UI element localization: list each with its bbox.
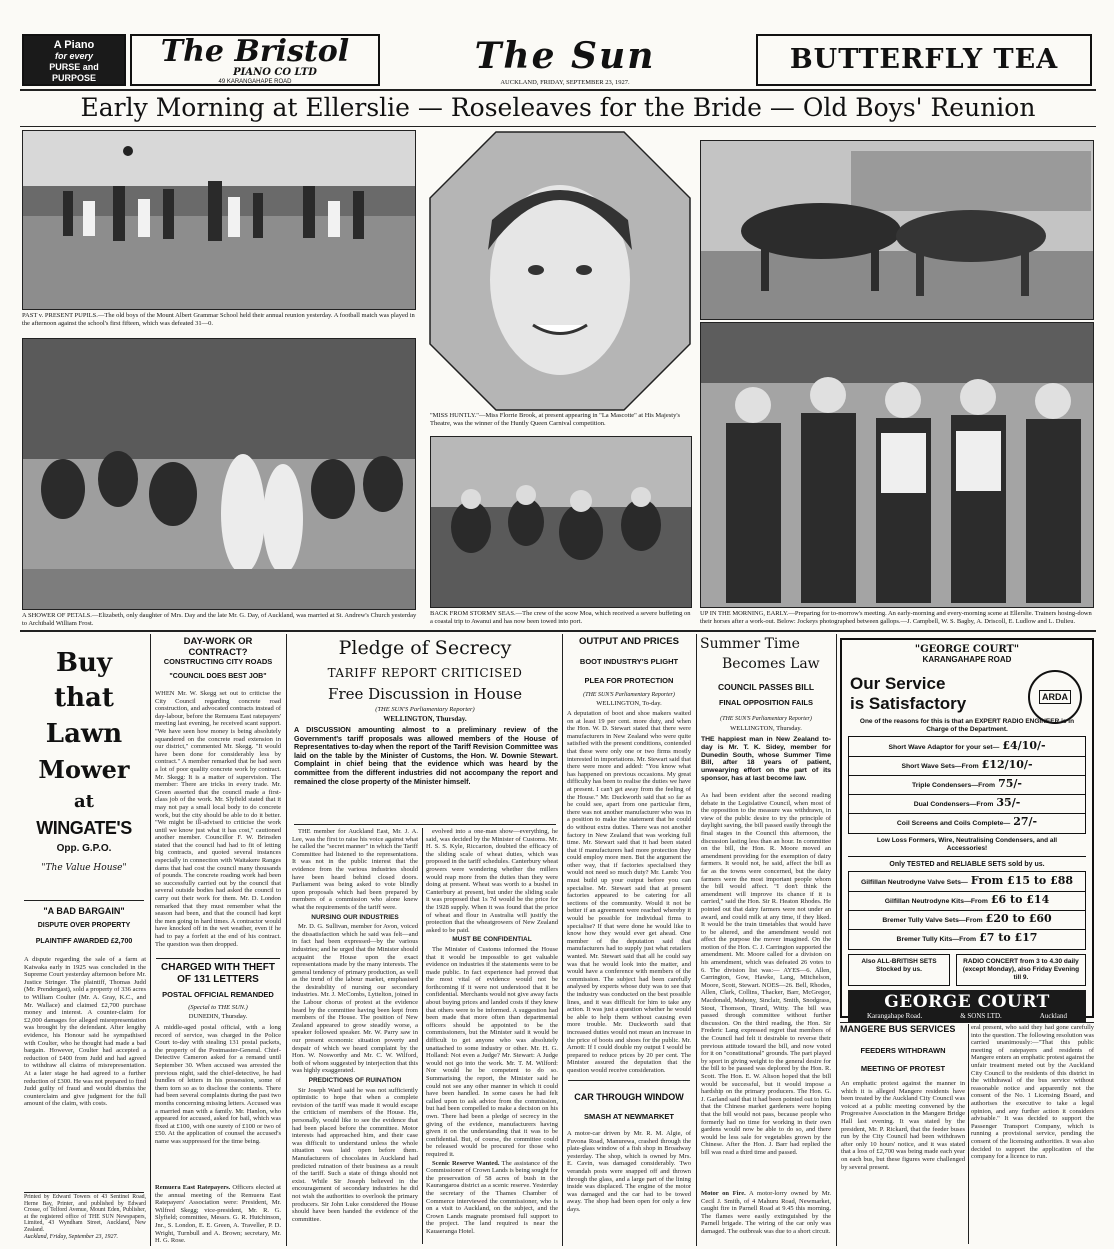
george-court-head2: KARANGAHAPE ROAD xyxy=(922,655,1012,664)
gc-valve-row xyxy=(849,911,1085,930)
bad-bargain-body: A dispute regarding the sale of a farm at Kaiwaka early in 1925 was concluded in the Supreme Court yesterday afternoon before Mr. Justice Stringer. The plaintiff, Thomas Judd (Mr. Prendergast), sold a property of 336 acres to William Coulter (Mr. A. Gray, K.C., and Mr. Wallace) and claimed £2,700 purchase money and interest. A counter-claim for £2,000 damages for alleged misrepresentation was brought by the defendant. After lengthy evidence, his Honour said he sympathised with Coulter, who he thought had made a bad bargain. However, Coulter had accepted a reduction of £400 from Judd and had agreed to withdraw all claims of misrepresentation. At a later stage he had agreed to a further reduction of £300. He was not prepared to find Judd guilty of fraud and would dismiss the counterclaim and give judgment for the full amount of the claim, with costs. xyxy=(24,956,146,1108)
scenic-head: Scenic Reserve Wanted. xyxy=(432,1159,500,1167)
pledge-col2 xyxy=(426,828,558,1244)
gc-item-row xyxy=(849,738,1085,757)
photo-football-match xyxy=(22,130,416,310)
horses-hosing-illustration xyxy=(701,141,1094,320)
wedding-crowd-illustration xyxy=(23,339,416,610)
photo-miss-huntly xyxy=(428,130,692,412)
wingates-rule xyxy=(24,900,144,901)
wingates-line-that: that xyxy=(54,683,114,713)
mangere-sub1: FEEDERS WITHDRAWN xyxy=(860,1046,946,1055)
pledge-col1-text: THE member for Auckland East, Mr. J. A. Lee, was the first to raise his voice against what he called the "secret manner" in which the Tariff Committee had listened to the representations. It was not in the public interest that the evidence from the various industries should have been heard behind closed doors. Parliament was being asked to vote blindly upon proposals which had been prepared by members of a commission who alone knew what the requirements of the tariff were. xyxy=(292,828,418,911)
bad-bargain-sub2: PLAINTIFF AWARDED £2,700 xyxy=(35,938,133,945)
photo-jockeys xyxy=(700,322,1094,608)
imprint: Printed by Edward Towers of 43 Sentinel Road, Herne Bay, Printer, and published by Edward Crosse, of Telford Avenue, Mount Eden, Publisher, at the registered office of THE SUN Newspapers, Limited, 43 Wyndham Street, Auckland, New Zealand. xyxy=(24,1194,146,1232)
gc-valve-label: Gilfillan Neutrodyne Kits—From xyxy=(884,898,988,905)
football-players-illustration xyxy=(23,131,416,310)
paper-title xyxy=(420,34,710,78)
george-court-reason: One of the reasons for this is that an EXPERT RADIO ENGINEER is in Charge of the Department. xyxy=(859,718,1075,733)
gc-valve-label: Gilfillan Neutrodyne Valve Sets— xyxy=(860,879,968,886)
gc-item-label: Triple Condensers—From xyxy=(912,782,996,789)
daywork-body: WHEN Mr. W. Skegg set out to criticise the City Council regarding concrete road construction, and advocated contracts instead of day-labour, before the Remuera East ratepayers' meeting last evening, he received scant support. "We have seen how money is being absolutely squandered on the concrete road extension in our district," commented Mr. Skegg. "It would have been done for considerably less by contract." A member remarked that he had seen a lot of poor quality concrete work by contract. Mr. Skegg: It is a matter of supervision. The member: There are tricks in every trade. Mr. Green asserted that the council made a first-class job of the work. Mr. Slyfield stated that it may not pay a small local body to do concrete work, but the city should be able to do it better. "We might be ill-advised to criticise the work until we know just what it has cost," cautioned another member. Councillor F. W. Brinsden stated that the council had had to fit of letting big contracts, and quoted several instances especially in connection with Waitakere Ranges dams that had cost the council many thousands of pounds. The concrete roading work had been so successfully carried out by the council that several outside bodies had asked the council to carry out their work for them. Mr. D. London remarked that they must remember what the season had been, and that the council had kept the men going in hard times. A contractor would have knocked off in the wet weather, even if he had to pay a forfeit at the end of his contract. The question was then dropped. xyxy=(155,690,281,948)
daywork-sub: CONSTRUCTING CITY ROADS xyxy=(163,657,273,666)
daywork-quote: "COUNCIL DOES BEST JOB" xyxy=(169,673,267,680)
pledge-sub: TARIFF REPORT CRITICISED xyxy=(327,666,523,680)
george-court-logo-road: Karangahape Road. xyxy=(867,1012,923,1020)
gc-item-label: Dual Condensers—From xyxy=(913,801,994,808)
george-court-logo xyxy=(848,990,1086,1023)
pledge-inner-rule xyxy=(422,828,423,1244)
mangere-title: MANGERE BUS SERVICES xyxy=(840,1024,956,1034)
pledge-col1c-text: Sir Joseph Ward said he was not sufficiently optimistic to hope that when a complete revision of the tariff was made it would escape the criticism of members of the House. He, personally, would like to see the evidence that had been placed before the committee. Motor interests had approached him, and their case was difficult to understand unless the whole situation was laid open before them. Manufacturers of chocolates in Auckland had predicted ruination of their business as a result of the tariff. Such a state of things should not exist. While Sir Joseph believed in the encouragement of secondary industries he did not wish the authorities to overlook the primary producers. Sir John Luke considered the House should have been handed the evidence of the committee. xyxy=(292,1086,418,1223)
summer-reporter: (THE SUN'S Parliamentary Reporter) xyxy=(720,716,812,722)
summer-sub2: FINAL OPPOSITION FAILS xyxy=(718,698,814,707)
george-court-service1: Our Service xyxy=(850,674,946,693)
george-court-formers: Low Loss Formers, Wire, Neutralising Condensers, and all Accessories! xyxy=(876,837,1058,852)
jockeys-group-illustration xyxy=(701,323,1094,608)
col-rule-5 xyxy=(836,634,837,1246)
wingates-line-buy: Buy xyxy=(56,648,112,678)
gc-item-label: Coil Screens and Coils Complete— xyxy=(896,820,1011,827)
george-court-tested: Only TESTED and RELIABLE SETS sold by us. xyxy=(848,856,1086,868)
imprint-date: Auckland, Friday, September 23, 1927. xyxy=(24,1234,118,1240)
piano-ad-line4: PURPOSE xyxy=(51,73,96,83)
remuera-text: Officers elected at the annual meeting of the Remuera East Ratepayers' Association were: President, Mr. Wilfred Skegg; vice-president, Mr. R. G. Slyfield; committee, Messrs. G. R. Hutchinson, Jnr., S. London, E. E. Green, A. Traveller, P. D. Wright, Turnbull and A. Brown; secretary, Mr. H. G. Rose. xyxy=(155,1184,281,1244)
butterfly-tea-text: BUTTERFLY TEA xyxy=(789,44,1059,75)
theft-dateline: DUNEDIN, Thursday. xyxy=(188,1013,248,1020)
wingates-slogan: "The Value House" xyxy=(41,863,127,873)
motor-fire-head: Motor on Fire. xyxy=(701,1190,746,1197)
gc-item-row xyxy=(849,795,1085,814)
banner-rule xyxy=(20,126,1096,127)
caption-petals: A SHOWER OF PETALS.—Elizabeth, only daughter of Mrs. Day and the late Mr. G. Day, of Auckland, was married at St. Andrew's Church yesterday to Archibald William Frost. xyxy=(22,612,417,627)
pledge-sub2: Free Discussion in House xyxy=(328,685,522,703)
gc-item-price: £4/10/- xyxy=(1002,739,1046,752)
george-court-footer-row xyxy=(848,954,1086,986)
remuera-title: Remuera East Ratepayers. xyxy=(155,1184,231,1191)
arda-seal xyxy=(1028,670,1082,724)
wingates-line-at: at xyxy=(74,791,94,812)
mangere-inner-rule xyxy=(968,1024,969,1244)
wingates-ad xyxy=(22,640,146,890)
george-court-head1: "GEORGE COURT" xyxy=(914,644,1020,655)
george-court-logo-name: GEORGE COURT xyxy=(884,992,1050,1012)
caption-stormy-seas: BACK FROM STORMY SEAS.—The crew of the scow Moa, which received a severe buffeting on a coastal trip to Awanui and has now been towed into port. xyxy=(430,610,691,625)
output-reporter: (THE SUN'S Parliamentary Reporter) xyxy=(583,692,675,698)
gc-item-row xyxy=(849,814,1085,832)
bad-bargain-title: "A BAD BARGAIN" xyxy=(43,906,125,916)
theft-sub: POSTAL OFFICIAL REMANDED xyxy=(162,990,274,999)
mangere-col2: eral present, who said they had gone carefully into the question. The following resolution was carried unanimously:—"That this public meeting of ratepayers and residents of Mangere enters an emphatic protest against the unfair treatment meted out by the Auckland City Council to the residents of this district in the withdrawal of the bus service without reasonable notice and apparently not the consent of the No. 1 Licensing Board, and authorises the executive to take a legal opinion, and any further action it considers advisable." It was decided to support the Passenger Transport Company, which is running a provisional service, pending the consent of the licensing authorities. It was also decided to support the application of the company for a licence to run. xyxy=(971,1024,1094,1161)
gc-valve-label: Bremer Tully Kits—From xyxy=(896,936,977,943)
gc-item-price: £12/10/- xyxy=(981,758,1033,771)
output-dateline: WELLINGTON, To-day. xyxy=(596,700,662,707)
george-court-rule xyxy=(840,1022,1094,1023)
pledge-lead: A DISCUSSION amounting almost to a preliminary review of the Government's tariff proposals was allowed members of the House of Representatives to-day when the report of the Tariff Revision Committee was laid on the table by the Minister of Customs, the Hon. W. Downie Stewart. Complaint in chief being that the evidence which was heard by the committee from the different industries did not accompany the report and remained the close property of the Minister himself. xyxy=(294,726,558,786)
butterfly-tea-ad xyxy=(756,34,1092,86)
output-rule xyxy=(568,1080,690,1081)
gc-valve-label: Bremer Tully Valve Sets—From xyxy=(882,917,983,924)
caption-morning: UP IN THE MORNING, EARLY.—Preparing for to-morrow's meeting. An early-morning and every-morning scene at Ellerslie. Trainers hosing-down their horses after a work-out. Below: Jockeys photographed between gallops.—J. Campbell, W. S. Bagby, A. Driscoll, E. Ludlow and L. Dulieu. xyxy=(700,610,1092,625)
photo-horses xyxy=(700,140,1094,320)
output-body: A deputation of boot and shoe makers waited on at least 19 per cent. more duty, and when the Hon. W. D. Stewart stated that there were manufacturers in New Zealand who were quite satisfied with the present conditions, contended that these were only one or two firms mostly interested in importations. Mr. Stewart said that there were more and added: "You know what has happened on previous occasions. My great difficulty has been to realise the duties we have at present. I can't get away from the feeling of the House." Mr. Duckworth said that so far as he could see, apart from one particular firm, there was not another manufacturer who was in a position to make the statement that he could do without extra duties. There was not another factory in New Zealand that was working full time. Mr. Stewart said that it had been stated that if manufacturers had more protection they could employ more men. But the argument the other way, that if factories specialised they would not need so much duty? Mr. Lamb: You must build up your output before you can specialise. Mr. Stewart said that at present factories appeared to be catering for all sections of the community. Would it not be better if an agreement were reached whereby it would be possible for individual firms to specialise? If that were done he would like to know how they would ever get ahead. One member of the deputation said that manufacturers had to supply just what retailers wanted. Mr. Stewart said that all he could say was that he would look into the matter, and would have a conference with members of the commission. The subject had been carefully analysed by experts whose duty was to see that the industry was conducted on the best possible lines, and it was difficult for him to take any action. It was just a question whether he would be able to help them without causing even more trouble. Mr. Duckworth said that increased duties would not mean an increase in the price of boots and shoes for the public. Mr. Arnott: If I could double my output I would be prepared to reduce prices by 20 per cent. The Minister assured the deputation that the question would receive consideration. xyxy=(567,710,691,1074)
theft-body: A middle-aged postal official, with a long record of service, was charged in the Police Court to-day with stealing 131 postal packets, the property of the Postmaster-General. Chief-Detective Cameron asked for a remand until September 30. When accused was arrested the previous night, said the chief-detective, he had bundles of letters in his possession, some of them torn so as to disclose the contents. There had been several complaints during the past two months concerning missing letters. Accused was a married man with a family. Mr. Hanlon, who appeared for accused, asked for bail, which was fixed at £100, with one surety of £100 or two of £50. At the application of counsel the accused's name was suppressed for the time being. xyxy=(155,1024,281,1145)
gc-item-label: Short Wave Sets—From xyxy=(901,763,979,770)
piano-ad-line2: for every xyxy=(54,51,94,61)
dateline: AUCKLAND, FRIDAY, SEPTEMBER 23, 1927. xyxy=(500,79,630,86)
car-sub: SMASH AT NEWMARKET xyxy=(584,1112,674,1121)
piano-ad-left xyxy=(22,34,126,86)
col-rule-4 xyxy=(696,634,697,1246)
scow-crew-illustration xyxy=(431,437,692,608)
output-title: OUTPUT AND PRICES xyxy=(579,636,679,647)
bristol-sub: PIANO CO LTD xyxy=(233,67,317,78)
theft-title: CHARGED WITH THEFT OF 131 LETTERS xyxy=(161,962,275,985)
george-court-logo-city: Auckland xyxy=(1039,1012,1067,1020)
scenic-text: The assistance of the Commissioner of Crown Lands is being sought for the preservation of 58 acres of bush in the Kaurangaroa district as a scenic reserve. Yesterday the secretary of the Thames Chamber of Commerce interviewed the commissioner, who is on a visit to Auckland, on the subject, and the Crown Lands magnate promised full support to the project. The land required is near the Kauaeranga Hotel. xyxy=(426,1159,558,1235)
george-court-concert: RADIO CONCERT from 3 to 4.30 daily (except Monday), also Friday Evening till 9. xyxy=(956,954,1086,986)
mangere-sub2: MEETING OF PROTEST xyxy=(860,1064,946,1073)
george-court-also: Also ALL-BRITISH SETS Stocked by us. xyxy=(848,954,950,986)
gc-valve-row xyxy=(849,930,1085,948)
motor-fire-text: A motor-lorry owned by Mr. Cecil J. Smith, of 4 Mahuru Road, Newmarket, caught fire in Parnell Road at 9.45 this morning. The flames were easily extinguished by the Parnell brigade. The wiring of the car only was damaged. The outbreak was due to a short circuit. xyxy=(701,1190,831,1235)
col-rule-1 xyxy=(150,634,151,1246)
wingates-line-mower: Mower xyxy=(38,755,130,784)
pledge-col2-head: MUST BE CONFIDENTIAL xyxy=(452,936,532,944)
portrait-octagon-illustration xyxy=(428,130,692,412)
piano-ad-line3: PURSE and xyxy=(49,62,99,72)
george-court-logo-sons: & SONS LTD. xyxy=(960,1012,1002,1020)
arda-seal-text: ARDA xyxy=(1039,690,1071,704)
pledge-col1-head: NURSING OUR INDUSTRIES xyxy=(311,913,399,921)
gc-valve-price: £7 to £17 xyxy=(979,931,1038,944)
bristol-name: The Bristol xyxy=(160,34,350,69)
summer-body: As had been evident after the second reading debate in the Legislative Council, when most of the opposition to the measure was withdrawn, in view of the public desire to try the principle of daylight saving, the bill passed easily through the final stages in the Council this afternoon, the discussion lasting less than an hour. In committee on the bill, the Hon. R. Moore moved an amendment providing for the exemption of dairy farmers. It would not, he said, affect the bill as far as the towns were concerned, but the dairy farmers were the most important people whom the bill would affect. "I don't think the amendment will improve its chance if it is carried," said the Hon. Sir R. Heaton Rhodes. He pointed out that dairy farmers were not under an award, and could milk at any time, if they liked. It would be the train timetables that would have to be altered, and the amendment would not affect the purpose the mover imagined. On the motion of the Hon. C. J. Carrington supported the amendment. Mr. Moore called for a division on his amendment, which was defeated 26 votes to 6. The division list was:— AYES—6. Allen, Carrington, Gow, Hawke, Lang, Mitchelson, Moore, Scott, Stewart. NOES—26. Bell, Rhodes, Allen, Clark, Collins, Thacker, Barr, McGregor, Macdonald, Mahony, Sinclair, Smith, Snodgrass, Stout, Thomson, Tirard, Witty. The bill was passed through committee without further discussion. On the third reading, the Hon. Sir Frederic Lang expressed regret that members of the Council had felt it desirable to reverse their previous attitude toward the bill, and now voted for it on "constitutional" grounds. The part played by sport in giving weight to the general desire for the bill to be passed was deplored by the Hon. R. Scott. The Hon. E. W. Alison hoped that the bill would be successful, but it would impose a hardship on the primary producers. The Hon. G. J. Garland said that it had been pointed out to him that the Chinese market gardeners were hoping that the bill would not pass, because people who formerly had no time for working in their own gardens would now be able to do so, and there would be less sale for vegetables grown by the Chinese. After the Hon. J. Barr had replied the bill was read a third time and passed. xyxy=(701,792,831,1156)
pledge-col1-head2: PREDICTIONS OF RUINATION xyxy=(308,1077,402,1084)
pledge-title: Pledge of Secrecy xyxy=(338,637,512,659)
col-rule-2 xyxy=(286,634,287,1246)
caption-miss-huntly: "MISS HUNTLY."—Miss Florrie Brook, at present appearing in "La Mascotte" at His Majesty's Theatre, was the winner of the Huntly Queen Carnival competition. xyxy=(430,412,681,427)
wingates-location: Opp. G.P.O. xyxy=(56,843,112,854)
col-rule-3 xyxy=(562,634,563,1246)
wingates-name: WINGATE'S xyxy=(36,818,132,838)
piano-ad-line1: A Piano xyxy=(53,39,95,51)
george-court-valve-list xyxy=(848,871,1086,950)
summer-title1: Summer Time xyxy=(700,636,800,652)
gc-item-price: 35/- xyxy=(996,796,1021,809)
summer-sub1: COUNCIL PASSES BILL xyxy=(717,682,815,692)
george-court-ad xyxy=(840,638,1094,1018)
bristol-address: 49 KARANGAHAPE ROAD xyxy=(218,79,292,85)
pledge-reporter: (THE SUN'S Parliamentary Reporter) xyxy=(375,706,475,713)
photo-section-rule xyxy=(20,630,1096,632)
wingates-line-lawn: Lawn xyxy=(45,719,123,749)
pledge-lead-rule xyxy=(294,824,556,825)
pledge-col1b-text: Mr. D. G. Sullivan, member for Avon, voiced the dissatisfaction which he said was felt—and in fact had been expressed—by the various industries; and he urged that the Minister should acquaint the House upon the exact representations made by the many interests. The general tendency of primary production, as well as the trend of the labour market, emphasised the desirability of nursing our secondary industries. Mr. J. McCombs, Lyttelton, joined in the Labour chorus of protest at the evidence heard by the committee having been kept from members of the House. The position of New Zealand appeared to grow steadily worse, a speaker followed speaker. Mr. W. Parry saw in our present economic situation poverty and despair of which we heard complaint by the Hon. W. Nosworthy and Mr. C. W. Wilford, both of whom suggested by interjection that this was highly exaggerated. xyxy=(292,923,418,1075)
car-title: CAR THROUGH WINDOW xyxy=(574,1092,684,1102)
daywork-title: DAY-WORK OR CONTRACT? xyxy=(183,636,253,658)
daywork-rule xyxy=(156,958,280,959)
scenic-paragraph xyxy=(426,1160,558,1236)
george-court-service2: is Satisfactory xyxy=(850,694,967,713)
car-body: A motor-car driven by Mr. R. M. Algie, of Fuvona Road, Manurewa, crashed through the plate-glass window of a fish shop in Broadway yesterday. The shop, which is owned by Mrs. E. Cavin, was damaged considerably. Two verandah posts were snapped off and thrown through the glass, and a large part of the lining inside was displaced. The engine of the motor was damaged and the car had to be towed away. The shop had been open for only a few days. xyxy=(567,1130,691,1213)
motor-fire xyxy=(701,1190,831,1244)
pledge-col2-text: evolved into a one-man show—everything, he said, was decided by the Minister of Customs. Mr. H. S. S. Kyle, Riccarton, doubted the efficacy of the sliding scale of wheat duties, which was proposed in the tariff schedules. Canterbury wheat growers were wondering whether the millers would reap more from the duties than they were doing at present. Wheat was worth to a bushel in Canterbury at present, but under the sliding scale it was proposed that 1s 7d would be the price for the 1928 supply. When it was found that the price of wheat and flour in Australia will justify the protection that the wheatgrowers of New Zealand asked to be paid. xyxy=(426,828,558,934)
summer-lead: THE happiest man in New Zealand to-day is Mr. T. K. Sidey, member for Dunedin South, whose Summer Time Bill, after 18 years of patient, unwearying effort on the part of its sponsor, has at last become law. xyxy=(701,736,831,782)
george-court-logo-sub xyxy=(848,1012,1086,1020)
gc-valve-price: £20 to £60 xyxy=(985,912,1052,925)
pledge-dateline: WELLINGTON, Thursday. xyxy=(383,715,467,723)
gc-valve-row xyxy=(849,892,1085,911)
pledge-col1 xyxy=(292,828,418,1244)
gc-valve-row xyxy=(849,873,1085,892)
gc-item-price: 27/- xyxy=(1013,815,1038,828)
bad-bargain-sub1: DISPUTE OVER PROPERTY xyxy=(37,922,131,929)
pledge-col2b-text: The Minister of Customs informed the House that it would be impossible to get valuable evidence on industries if the statements were to be made public. In fact experience had proved that the most vital of evidence would not be forthcoming if it were not understood that it be confidential. Merchants would not give away facts about buying prices and landed costs if they knew that others were to be informed. A suggestion had been made that more often than departmental officers should be appointed to be the commissioners, but the Minister said it would be difficult to get anyone who was absolutely unattached to some industry or other. Mr. H. G. Holland: Not even a Judge? Mr. Stewart: A Judge would not go into the work. Mr. T. M. Wilford: Nor would he be competent to do so. Summarising the report, the Minister said he could not see any other manner in which it could have been handled. In some cases he had felt called upon to ask advice from the commission, but had been compelled to make a decision on his own. There had been a pledge of secrecy in the giving of the evidence, manufacturers having given it on the understanding that it was to be confidential. But, of course, the committee could be released would be procured for those who required it. xyxy=(426,945,558,1158)
gc-item-row xyxy=(849,776,1085,795)
gc-item-price: 75/- xyxy=(998,777,1022,790)
bristol-piano-ad xyxy=(130,34,380,86)
paper-title-text: The Sun xyxy=(474,35,656,77)
george-court-item-list xyxy=(848,736,1086,834)
gc-valve-price: From £15 to £88 xyxy=(970,874,1074,887)
summer-title2: Becomes Law xyxy=(722,656,820,672)
output-sub2: PLEA FOR PROTECTION xyxy=(584,676,674,685)
output-sub1: BOOT INDUSTRY'S PLIGHT xyxy=(579,657,679,666)
remuera-body xyxy=(155,1184,281,1244)
summer-dateline: WELLINGTON, Thursday. xyxy=(730,725,802,732)
gc-item-label: Short Wave Adaptor for your set— xyxy=(888,744,1000,751)
theft-special: (Special to THE SUN.) xyxy=(188,1004,248,1011)
photo-stormy-seas xyxy=(430,436,692,608)
caption-past-present: PAST v. PRESENT PUPILS.—The old boys of the Mount Albert Grammar School held their annual reunion yesterday. A football match was played in the afternoon against the school's first fifteen, which was defeated 31—0. xyxy=(22,312,415,327)
gc-valve-price: £6 to £14 xyxy=(990,893,1050,906)
photo-wedding xyxy=(22,338,416,610)
bad-bargain-rule xyxy=(24,1192,144,1193)
banner-headline: Early Morning at Ellerslie — Roseleaves for the Bride — Old Boys' Reunion xyxy=(80,93,1036,122)
mangere-col1: An emphatic protest against the manner in which it is alleged Mangere residents have been treated by the Auckland City Council was voiced at a public meeting convened by the Progressive Association in the Mangere Bridge Hall last evening. It was stated by the president, Mr. P. Rickard, that the feeder buses run by the City Council had been withdrawn after only 10 hours' notice, and it was stated that a loss of £2,700 was being made each year on each bus, but these figures were challenged by several present. xyxy=(841,1080,965,1171)
gc-item-row xyxy=(849,757,1085,776)
